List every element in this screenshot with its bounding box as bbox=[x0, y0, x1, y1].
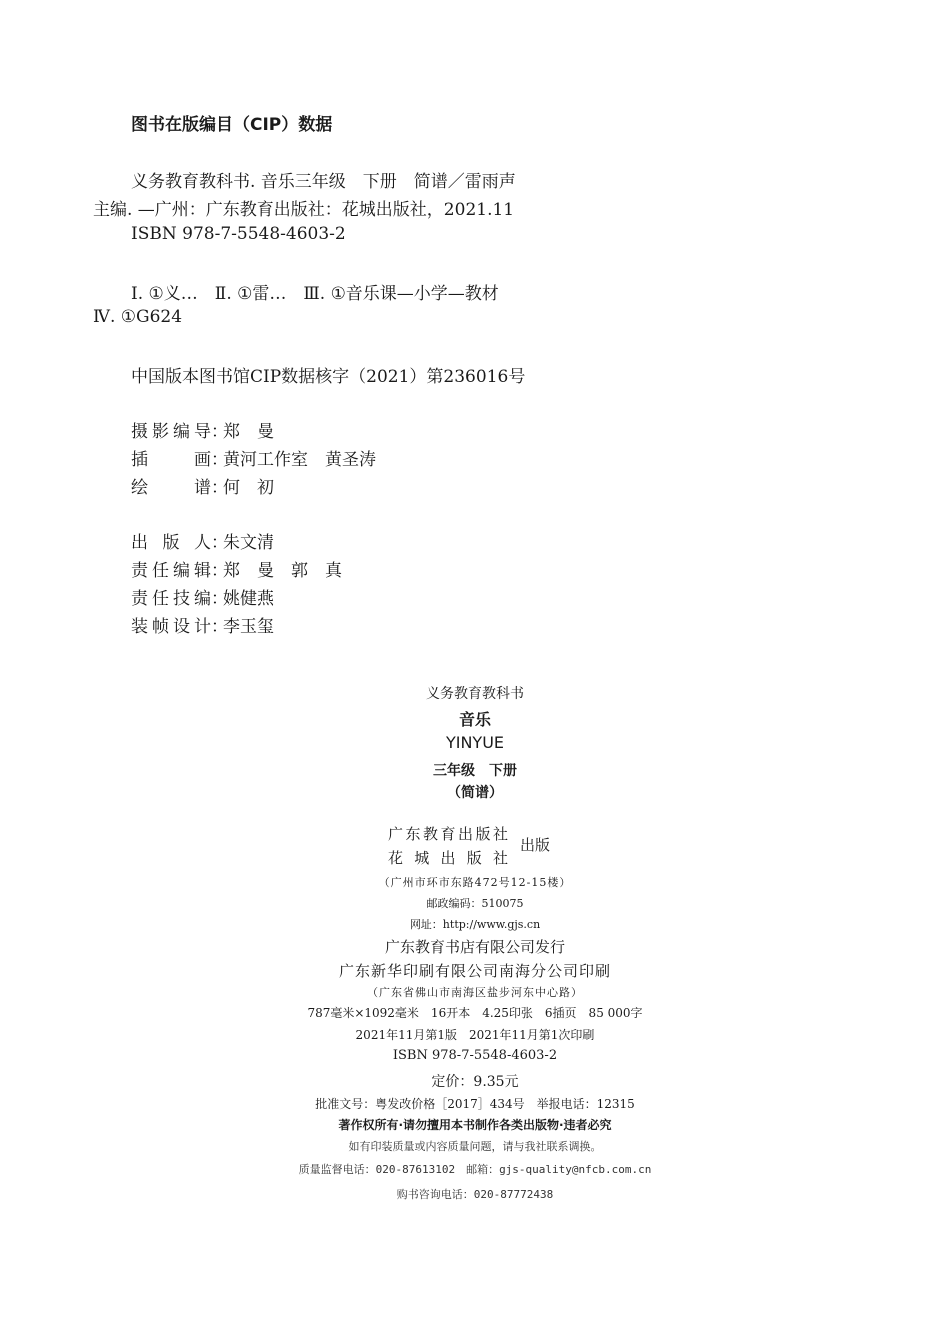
credit-publisher: 出版人：朱文清 bbox=[131, 528, 274, 553]
credit-value: 姚健燕 bbox=[223, 589, 274, 609]
credit-label: 装帧设计 bbox=[131, 617, 211, 637]
imprint-edition: （简谱） bbox=[447, 785, 503, 801]
printing-info: 2021年11月第1版 2021年11月第1次印刷 bbox=[355, 1028, 595, 1042]
cip-title: 图书在版编目（CIP）数据 bbox=[131, 115, 333, 135]
distributor: 广东教育书店有限公司发行 bbox=[384, 938, 565, 956]
credit-label: 绘 谱 bbox=[131, 478, 211, 498]
credit-value: 朱文清 bbox=[223, 533, 274, 553]
credit-value: 黄河工作室 黄圣涛 bbox=[223, 450, 376, 470]
credit-value: 郑 曼 郭 真 bbox=[223, 561, 342, 581]
quality-note: 如有印装质量或内容质量问题，请与我社联系调换。 bbox=[348, 1140, 602, 1153]
publisher-name-1: 广东教育出版社 bbox=[388, 825, 508, 843]
imprint-pinyin: YINYUE bbox=[445, 733, 505, 752]
cip-line-2: 主编. —广州：广东教育出版社：花城出版社，2021.11 bbox=[93, 200, 515, 220]
printer-address: （广东省佛山市南海区盐步河东中心路） bbox=[367, 986, 583, 999]
credit-label: 责任编辑 bbox=[131, 561, 211, 581]
credit-value: 郑 曼 bbox=[223, 422, 274, 442]
credit-technical-editor: 责任技编：姚健燕 bbox=[131, 584, 274, 609]
copyright-notice: 著作权所有·请勿擅用本书制作各类出版物·违者必究 bbox=[338, 1118, 612, 1132]
imprint-grade: 三年级 下册 bbox=[433, 763, 517, 779]
quality-contact: 质量监督电话：020-87613102 邮箱：gjs-quality@nfcb.com.cn bbox=[298, 1163, 652, 1176]
credit-photography-director: 摄影编导：郑 曼 bbox=[131, 417, 274, 442]
publishers bbox=[388, 822, 568, 870]
credit-label: 责任技编 bbox=[131, 589, 211, 609]
credit-value: 何 初 bbox=[223, 478, 274, 498]
credit-value: 李玉玺 bbox=[223, 617, 274, 637]
credit-label: 摄影编导 bbox=[131, 422, 211, 442]
cip-classification-2: Ⅳ. ①G624 bbox=[93, 307, 183, 327]
credit-cover-design: 装帧设计：李玉玺 bbox=[131, 612, 274, 637]
publish-verb: 出版 bbox=[520, 836, 551, 854]
cip-isbn: ISBN 978-7-5548-4603-2 bbox=[131, 224, 346, 244]
cip-classification-1: Ⅰ. ①义… Ⅱ. ①雷… Ⅲ. ①音乐课—小学—教材 bbox=[131, 284, 499, 304]
cip-line-1: 义务教育教科书. 音乐三年级 下册 简谱／雷雨声 bbox=[131, 172, 516, 192]
book-specs: 787毫米×1092毫米 16开本 4.25印张 6插页 85 000字 bbox=[307, 1006, 643, 1020]
price: 定价：9.35元 bbox=[431, 1074, 519, 1090]
credit-editor: 责任编辑：郑 曼 郭 真 bbox=[131, 556, 342, 581]
publisher-address: （广州市环市东路472号12-15楼） bbox=[378, 876, 572, 889]
credit-notation: 绘 谱：何 初 bbox=[131, 473, 274, 498]
cip-data-number: 中国版本图书馆CIP数据核字（2021）第236016号 bbox=[131, 367, 526, 387]
credit-illustration: 插 画：黄河工作室 黄圣涛 bbox=[131, 445, 376, 470]
imprint-title: 音乐 bbox=[458, 710, 491, 729]
purchase-phone: 购书咨询电话：020-87772438 bbox=[396, 1188, 554, 1201]
printer: 广东新华印刷有限公司南海分公司印刷 bbox=[338, 962, 611, 980]
credit-label: 插 画 bbox=[131, 450, 211, 470]
credit-label: 出版人 bbox=[131, 533, 211, 553]
publisher-name-2: 花城出版社 bbox=[388, 849, 508, 867]
approval-number: 批准文号：粤发改价格［2017］434号 举报电话：12315 bbox=[315, 1097, 635, 1111]
imprint-isbn: ISBN 978-7-5548-4603-2 bbox=[392, 1048, 558, 1063]
imprint-series: 义务教育教科书 bbox=[426, 686, 524, 702]
postcode: 邮政编码：510075 bbox=[426, 897, 524, 910]
website: 网址：http://www.gjs.cn bbox=[409, 918, 541, 931]
